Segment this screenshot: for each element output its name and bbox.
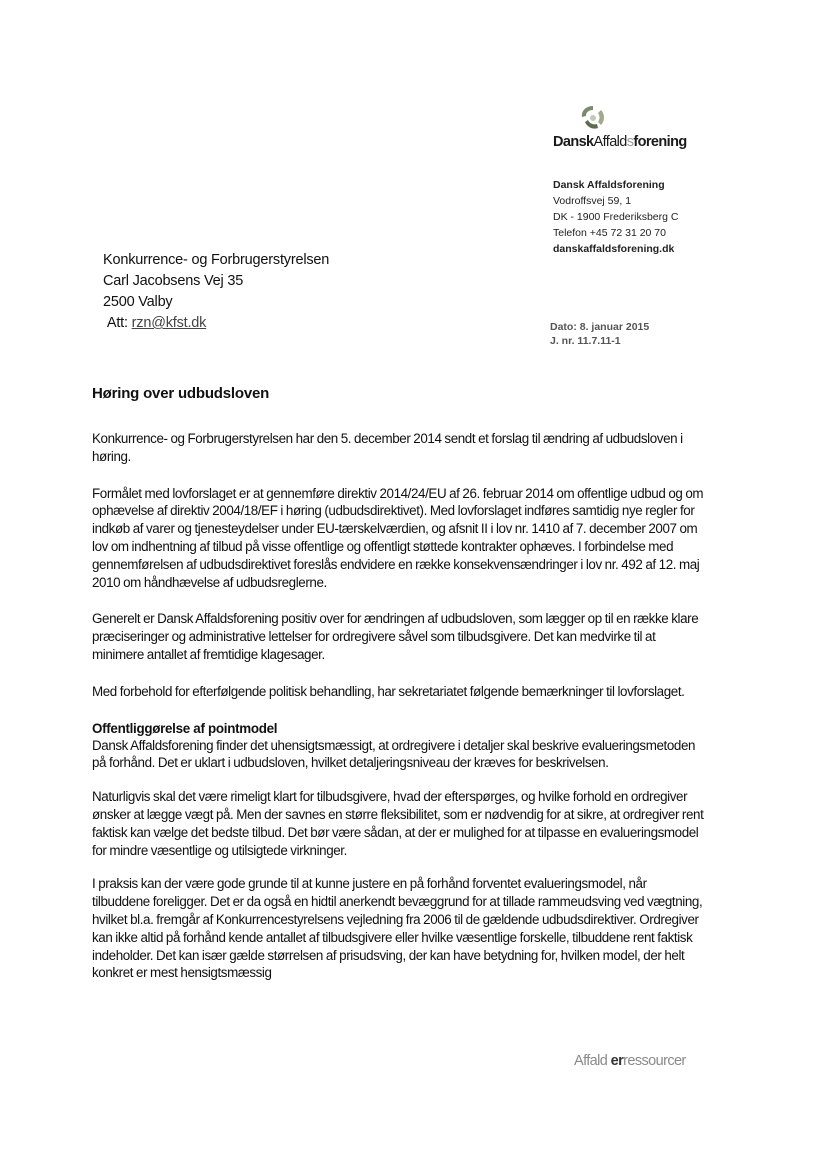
letter-body: [92, 385, 704, 998]
recipient-city: 2500 Valby: [103, 294, 173, 310]
recipient-org: Konkurrence- og Forbrugerstyrelsen: [103, 252, 330, 268]
paragraph-position: Generelt er Dansk Affaldsforening positiv over for ændringen af udbudsloven, som lægger op til en række klare præciseringer og administrative lettelser for ordregivere såvel som tilbudsgivere. Det kan medvirke til at minimere antallet af fremtidige klagesager.: [92, 611, 699, 662]
sender-address: [553, 177, 678, 257]
recipient-address: [103, 250, 329, 334]
letter-reference: J. nr. 11.7.11-1: [550, 335, 621, 347]
sender-website: danskaffaldsforening.dk: [553, 243, 675, 255]
paragraph-practice: I praksis kan der være gode grunde til at kunne justere en på forhånd forventet evalueringsmodel, når tilbuddene foreligger. Det er da også en hidtil anerkendt bevæggrund for at tillade rammeudsving ved vægtning, hvilket bl.a. fremgår af Konkurrencestyrelsens vejledning fra 2006 til de gældende udbudsdirektiver. Ordregiver kan ikke altid på forhånd kende antallet af tilbudsgivere eller hvilke væsentlige forskelle, tilbuddene rent faktisk indeholder. Det kan især gælde størrelsen af prisudsving, der kan have betydning for, hvilken model, der helt konkret er mest hensigtsmæssig: [92, 876, 703, 981]
logo-word-2: Affald: [593, 134, 627, 150]
recipient-street: Carl Jacobsens Vej 35: [103, 273, 244, 289]
att-label: Att:: [106, 315, 128, 331]
paragraph-intro: Konkurrence- og Forbrugerstyrelsen har den 5. december 2014 sendt et forslag til ændring af udbudsloven i høring.: [92, 431, 683, 464]
att-email-link[interactable]: rzn@kfst.dk: [131, 315, 207, 331]
footer-word-2: er: [610, 1053, 624, 1069]
sender-org: Dansk Affaldsforening: [553, 179, 665, 191]
recipient-att: [103, 313, 329, 334]
section-heading-pointmodel: Offentliggørelse af pointmodel: [92, 720, 278, 736]
logo-icon: [577, 104, 609, 132]
logo-word-3: s: [626, 134, 634, 150]
logo-word-4: forening: [633, 134, 687, 150]
logo-wordmark: [553, 134, 687, 150]
letter-date: Dato: 8. januar 2015: [550, 321, 650, 333]
paragraph-evaluation: Dansk Affaldsforening finder det uhensigtsmæssigt, at ordregivere i detaljer skal beskrive evalueringsmetoden på forhånd. Det er uklart i udbudsloven, hvilket detaljeringsniveau der kræves for beskrivelsen.: [92, 737, 696, 771]
sender-phone: Telefon +45 72 31 20 70: [553, 227, 666, 239]
footer-word-1: Affald: [574, 1053, 608, 1069]
letter-title: Høring over udbudsloven: [92, 385, 270, 402]
logo-word-1: Dansk: [553, 134, 594, 150]
footer-word-3: ressourcer: [623, 1053, 686, 1069]
footer-slogan: [574, 1053, 686, 1069]
paragraph-flexibility: Naturligvis skal det være rimeligt klart for tilbudsgivere, hvad der efterspørges, og hvilke forhold en ordregiver ønsker at lægge vægt på. Men der savnes en større fleksibilitet, som er nødvendig for at sikre, at ordregiver rent faktisk kan vælge det bedste tilbud. Det bør være sådan, at der er mulighed for at tilpasse en evalueringsmodel for mindre væsentlige og utilsigtede virkninger.: [92, 789, 704, 858]
paragraph-purpose: Formålet med lovforslaget er at gennemføre direktiv 2014/24/EU af 26. februar 2014 om offentlige udbud og om ophævelse af direktiv 2004/18/EF i høring (udbudsdirektivet). Med lovforslaget indføres samtidig nye regler for indkøb af varer og tjenesteydelser under EU-tærskelværdien, og afsnit II i lov nr. 1410 af 7. december 2007 om lov om indhentning af tilbud på visse offentlige og offentligt støttede kontrakter ophæves. I forbindelse med gennemførelsen af udbudsdirektivet foreslås endvidere en række konsekvensændringer i lov nr. 492 af 12. maj 2010 om håndhævelse af udbudsreglerne.: [92, 485, 704, 590]
recycle-swirl-icon: [577, 104, 609, 132]
sender-street: Vodroffsvej 59, 1: [553, 195, 632, 207]
letter-meta: [550, 320, 649, 348]
sender-city: DK - 1900 Frederiksberg C: [553, 211, 679, 223]
paragraph-reservation: Med forbehold for efterfølgende politisk behandling, har sekretariatet følgende bemærkninger til lovforslaget.: [92, 683, 685, 699]
